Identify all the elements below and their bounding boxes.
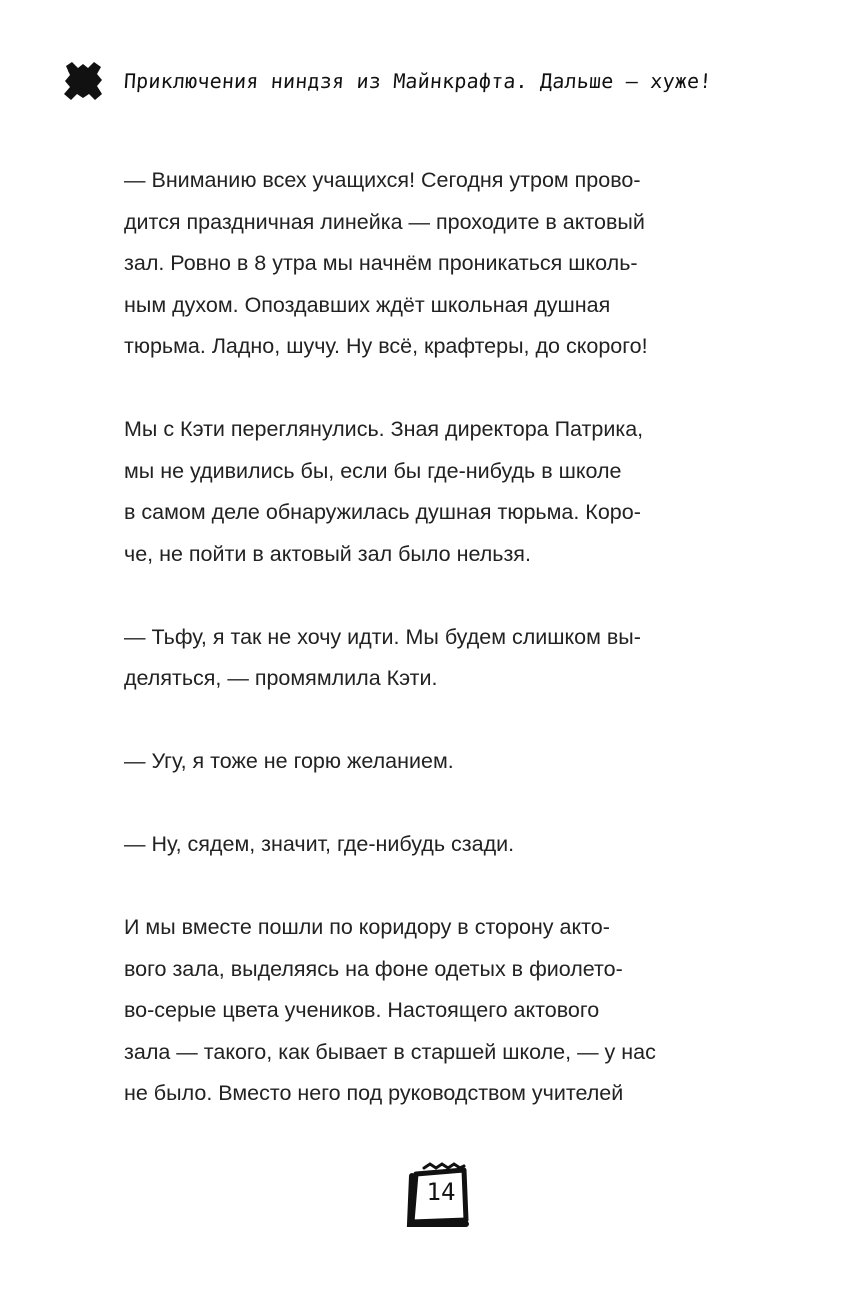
running-header — [62, 58, 712, 104]
text-line: не было. Вместо него под руководством учителей — [124, 1081, 624, 1105]
page-number: 14 — [426, 1178, 456, 1206]
page-number-frame — [406, 1160, 472, 1228]
text-line: деляться, — промямлила Кэти. — [124, 666, 438, 690]
text-line: вого зала, выделяясь на фоне одетых в фиолето- — [124, 956, 623, 981]
page-body — [124, 160, 764, 1156]
text-line: в самом деле обнаружилась душная тюрьма. Коро- — [124, 500, 641, 524]
text-line: зала — такого, как бывает в старшей школе, — у нас — [124, 1039, 656, 1064]
text-line: — Вниманию всех учащихся! Сегодня утром прово- — [124, 168, 641, 192]
text-line: — Тьфу, я так не хочу идти. Мы будем слишком вы- — [124, 624, 641, 649]
ink-splat-x-icon — [62, 60, 104, 102]
text-line: во-серые цвета учеников. Настоящего актового — [124, 998, 600, 1022]
text-line: И мы вместе пошли по коридору в сторону акто- — [124, 915, 610, 939]
text-line: — Угу, я тоже не горю желанием. — [124, 749, 454, 773]
text-line: че, не пойти в актовый зал было нельзя. — [124, 541, 531, 566]
paragraph — [124, 160, 764, 368]
text-line: мы не удивились бы, если бы где-нибудь в школе — [124, 458, 622, 483]
paragraph — [124, 409, 764, 575]
paragraph — [124, 824, 764, 866]
paragraph — [124, 741, 764, 783]
text-line: Мы с Кэти переглянулись. Зная директора Патрика, — [124, 417, 644, 441]
paragraph — [124, 617, 764, 700]
text-line: — Ну, сядем, значит, где-нибудь сзади. — [124, 832, 515, 856]
text-line: зал. Ровно в 8 утра мы начнём проникаться школь- — [124, 251, 638, 275]
text-line: дится праздничная линейка — проходите в актовый — [124, 209, 645, 234]
paragraph — [124, 907, 764, 1115]
book-title: Приключения ниндзя из Майнкрафта. Дальше — хуже! — [123, 69, 713, 93]
text-line: ным духом. Опоздавших ждёт школьная душная — [124, 292, 611, 317]
text-line: тюрьма. Ладно, шучу. Ну всё, крафтеры, до скорого! — [124, 334, 648, 358]
